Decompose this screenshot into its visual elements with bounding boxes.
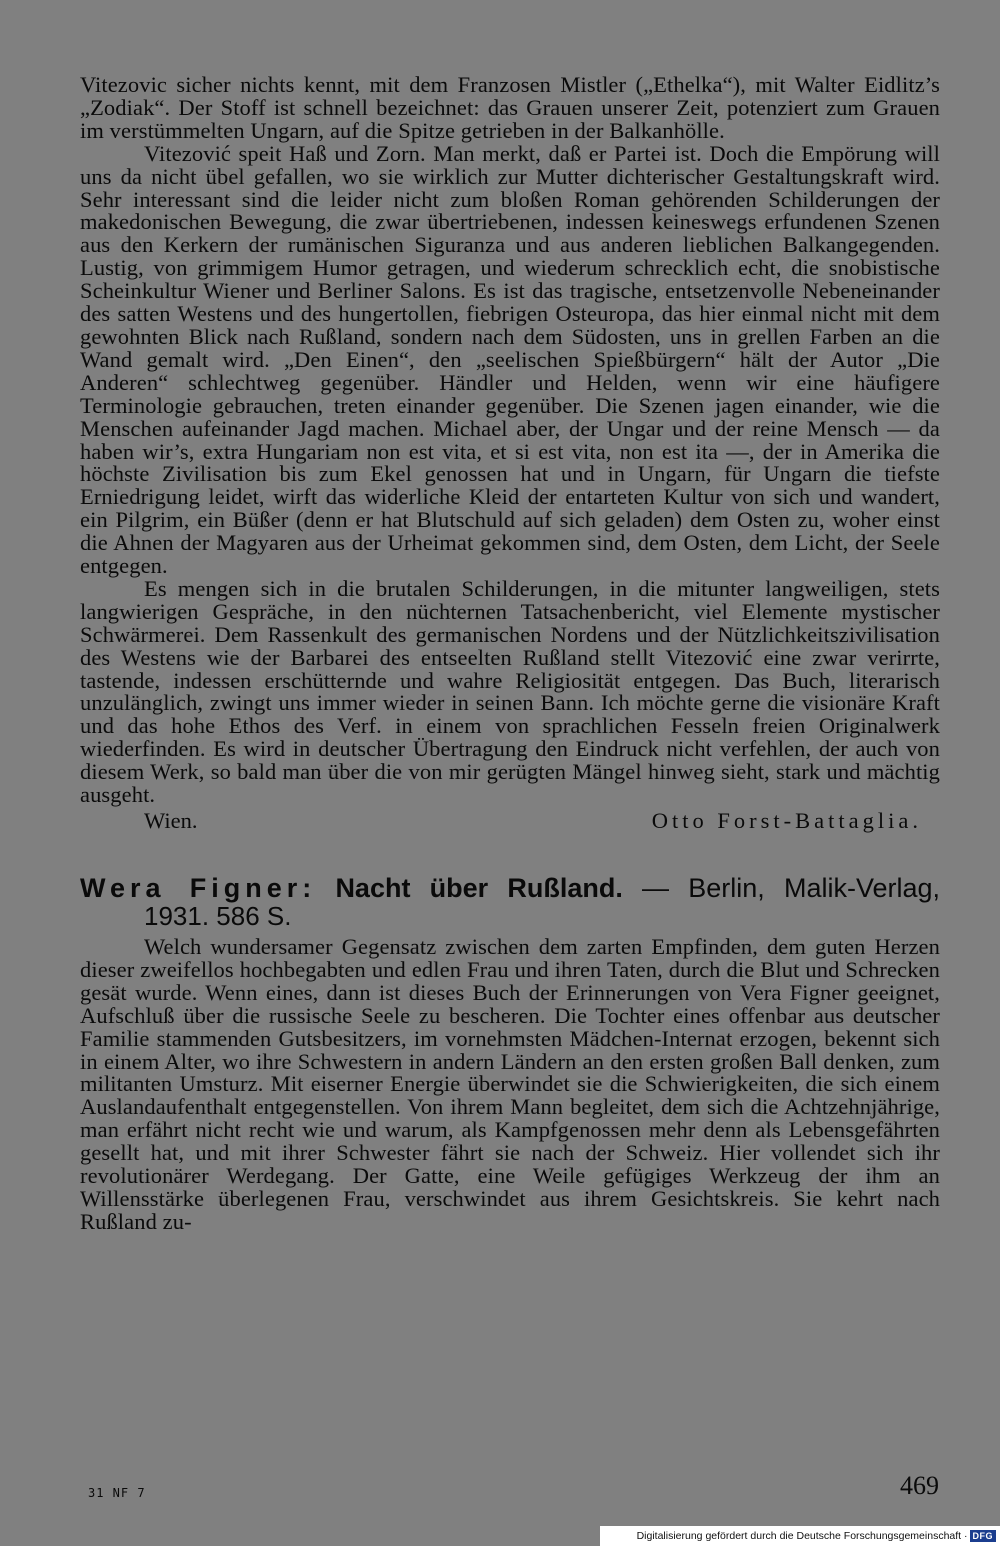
- page-text-block: [80, 74, 940, 1234]
- review1-place: Wien.: [144, 808, 198, 833]
- review1-reviewer: Otto Forst-Battaglia.: [651, 808, 922, 833]
- dfg-logo: DFG: [970, 1530, 997, 1542]
- review1-paragraph-2: Vitezović speit Haß und Zorn. Man merkt, daß er Partei ist. Doch die Empörung will uns da nicht übel gefallen, wo sie wirklich zur Mutter dichterischer Gestaltungskraft wird. Sehr interessant sind die leider nicht zum bloßen Roman gehörenden Schilderungen der makedonischen Bewegung, die zwar übertriebenen, indessen keineswegs erfundenen Szenen aus den Kerkern der rumänischen Siguranza und aus anderen lieblichen Balkangegenden. Lustig, von grimmigem Humor getragen, und wiederum schrecklich echt, die snobistische Scheinkultur Wiener und Berliner Salons. Es ist das tragische, entsetzenvolle Nebeneinander des satten Westens und des hungertollen, fiebrigen Osteuropa, das hier einmal nicht mit dem gewohnten Blick nach Rußland, sondern nach dem Südosten, uns in grellen Farben an die Wand gemalt wird. „Den Einen“, den „seelischen Spießbürgern“ hält der Autor „Die Anderen“ schlechtweg gegenüber. Händler und Helden, wenn wir eine häufigere Terminologie gebrauchen, treten einander gegenüber. Die Szenen jagen einander, wie die Menschen aufeinander Jagd machen. Michael aber, der Ungar und der reine Mensch — da haben wir’s, extra Hungariam non est vita, et si est vita, non est ita —, der in Amerika die höchste Zivilisation bis zum Ekel genossen hat und in Ungarn, für Ungarn die tiefste Erniedrigung leidet, wirft das widerliche Kleid der entarteten Kultur von sich und wandert, ein Pilgrim, ein Büßer (denn er hat Blutschuld auf sich geladen) dem Osten zu, woher einst die Ahnen der Magyaren aus der Urheimat gekommen sind, dem Osten, dem Licht, der Seele entgegen.: [80, 140, 940, 579]
- review2-author: Wera Figner:: [80, 873, 317, 903]
- review2-title: Nacht über Rußland.: [335, 873, 623, 903]
- review1-signature: [80, 809, 940, 833]
- digitization-credit-bar: [600, 1526, 1000, 1546]
- review2-paragraph-1: Welch wundersamer Gegensatz zwischen dem zarten Empfinden, dem guten Herzen dieser zweifellos hochbegabten und edlen Frau und ihren Taten, durch die Blut und Schrecken gesät wurde. Wenn eines, dann ist dieses Buch der Erinnerungen von Vera Figner geeignet, Aufschluß über die russische Seele zu bescheren. Die Tochter eines offenbar aus deutscher Familie stammenden Gutsbesitzers, im vornehmsten Mädchen-Internat erzogen, bekennt sich in einem Alter, wo ihre Schwestern in andern Ländern an den ersten großen Ball denken, zum militanten Umsturz. Mit eiserner Energie überwindet sie die Schwierigkeiten, die sich einem Auslandaufenthalt entgegenstellen. Von ihrem Mann begleitet, dem sich die Achtzehnjährige, man erfährt nicht recht wie und warum, als Kampfgenossen mehr denn als Lebensgefährten gesellt hat, und mit ihrer Schwester fährt sie nach der Schweiz. Hier vollendet sich ihr revolutionärer Werdegang. Der Gatte, eine Weile gefügiges Werkzeug der ihm an Willensstärke überlegenen Frau, verschwindet aus ihrem Gesichtskreis. Sie kehrt nach Rußland zu-: [80, 934, 940, 1234]
- printer-signature: 31 NF 7: [88, 1486, 146, 1500]
- review1-paragraph-1: Vitezovic sicher nichts kennt, mit dem Franzosen Mistler („Ethelka“), mit Walter Eidlitz’s „Zodiak“. Der Stoff ist schnell bezeichnet: das Grauen unserer Zeit, potenziert zum Grauen im verstümmelten Ungarn, auf die Spitze getrieben in der Balkanhölle.: [80, 72, 940, 143]
- review2-heading: [80, 875, 940, 902]
- review2-publisher: — Berlin, Malik-Verlag,: [642, 873, 941, 903]
- review1-paragraph-3: Es mengen sich in die brutalen Schilderungen, in die mitunter langweiligen, stets langwierigen Gespräche, in den nüchternen Tatsachenbericht, viel Elemente mystischer Schwärmerei. Dem Rassenkult des germanischen Nordens und der Nützlichkeitszivilisation des Westens wie der Barbarei des entseelten Rußland stellt Vitezović eine zwar verirrte, tastende, indessen erschütternde und wahre Religiosität entgegen. Das Buch, literarisch unzulänglich, zwingt uns immer wieder in seinen Bann. Ich möchte gerne die visionäre Kraft und das hohe Ethos des Verf. in einem von sprachlichen Fesseln freien Originalwerk wiederfinden. Es wird in deutscher Übertragung den Eindruck nicht verfehlen, der auch von diesem Werk, so bald man über die von mir gerügten Mängel hinweg sieht, stark und mächtig ausgeht.: [80, 575, 940, 808]
- review2-year-pages: 1931. 586 S.: [144, 901, 292, 931]
- page-number: 469: [900, 1471, 939, 1500]
- credit-text: Digitalisierung gefördert durch die Deutsche Forschungsgemeinschaft ·: [636, 1530, 968, 1542]
